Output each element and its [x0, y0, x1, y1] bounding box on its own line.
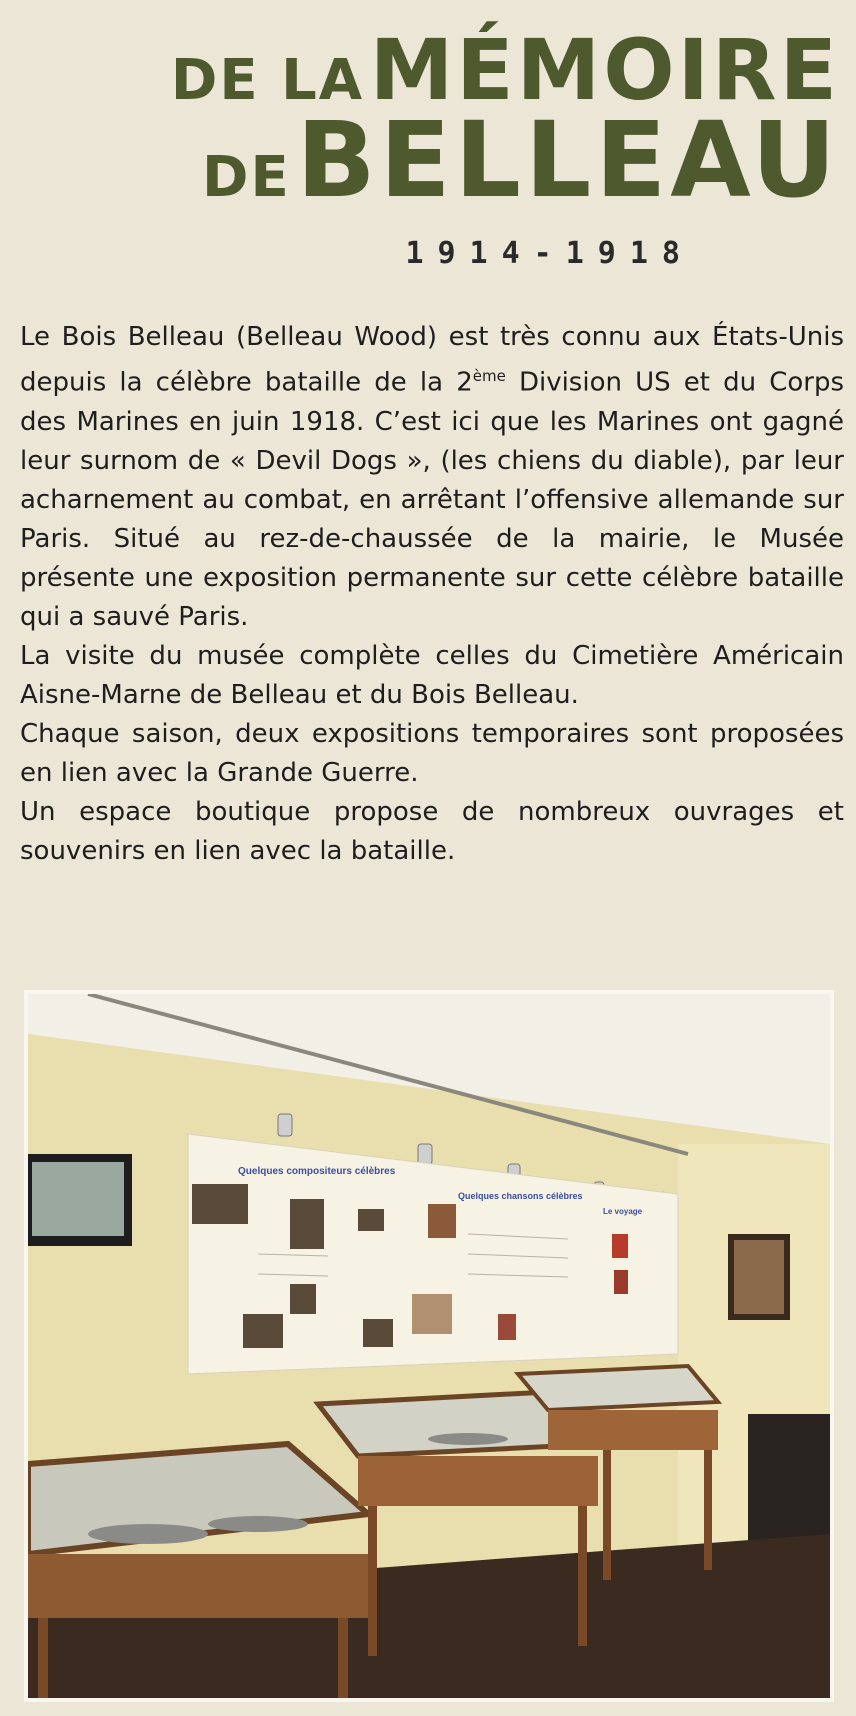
artifact — [88, 1524, 208, 1544]
title-de: DE — [202, 145, 291, 210]
spotlight — [418, 1144, 432, 1164]
paragraph-1-start: Le Bois Belleau (Belleau Wood) est très connu aux États-Unis depuis la célèbre bataille de la 2 — [20, 322, 844, 398]
paragraph-1-end: Division US et du Corps des Marines en juin 1918. C’est ici que les Marines ont gagné leur surnom de « Devil Dogs », (les chiens du diable), par leur acharnement au combat, en arrêtant l’offensive allemande sur Paris. Situé au rez-de-chaussée de la mairie, le Musée présente une exposition permanente sur cette célèbre bataille qui a sauvé Paris. — [20, 367, 844, 632]
case-body — [358, 1456, 598, 1506]
spotlight — [278, 1114, 292, 1136]
paragraph-4: Un espace boutique propose de nombreux ouvrages et souvenirs en lien avec la bataille. — [20, 796, 844, 866]
title-de-la: DE LA — [170, 48, 365, 113]
banner-title-center: Quelques chansons célèbres — [458, 1191, 583, 1201]
title-belleau: BELLEAU — [296, 99, 840, 221]
case-body — [28, 1554, 368, 1618]
portrait — [614, 1270, 628, 1294]
paragraph-3: Chaque saison, deux expositions temporaires sont proposées en lien avec la Grande Guerre. — [20, 718, 844, 788]
portrait — [428, 1204, 456, 1238]
portrait — [290, 1199, 324, 1249]
banner-title-right: Le voyage — [603, 1207, 643, 1216]
paragraph-2: La visite du musée complète celles du Cimetière Américain Aisne-Marne de Belleau et du Bois Belleau. — [20, 640, 844, 710]
portrait — [358, 1209, 384, 1231]
title-dates: 1914-1918 — [405, 236, 694, 271]
case-leg — [38, 1618, 48, 1698]
portrait — [243, 1314, 283, 1348]
case-leg — [603, 1450, 611, 1580]
banner-title-left: Quelques compositeurs célèbres — [238, 1166, 396, 1177]
portrait — [612, 1234, 628, 1258]
case-leg — [338, 1618, 348, 1698]
case-glass — [518, 1366, 718, 1410]
title-memoire: MÉMOIRE — [369, 21, 840, 119]
portrait — [192, 1184, 248, 1224]
artifact — [428, 1433, 508, 1445]
case-leg — [368, 1506, 377, 1656]
case-leg — [704, 1450, 712, 1570]
title-line-2 — [202, 99, 840, 221]
framed-picture-image — [734, 1240, 784, 1314]
artifact — [208, 1516, 308, 1532]
museum-photo — [24, 990, 834, 1702]
ordinal-superscript: ème — [472, 367, 506, 385]
portrait — [363, 1319, 393, 1347]
paragraph-1 — [20, 318, 844, 637]
case-leg — [578, 1506, 587, 1646]
portrait — [412, 1294, 452, 1334]
tv-display — [32, 1162, 124, 1236]
museum-photo-illustration — [28, 994, 830, 1698]
case-body — [548, 1410, 718, 1450]
portrait — [498, 1314, 516, 1340]
portrait — [290, 1284, 316, 1314]
article-body — [20, 318, 844, 871]
